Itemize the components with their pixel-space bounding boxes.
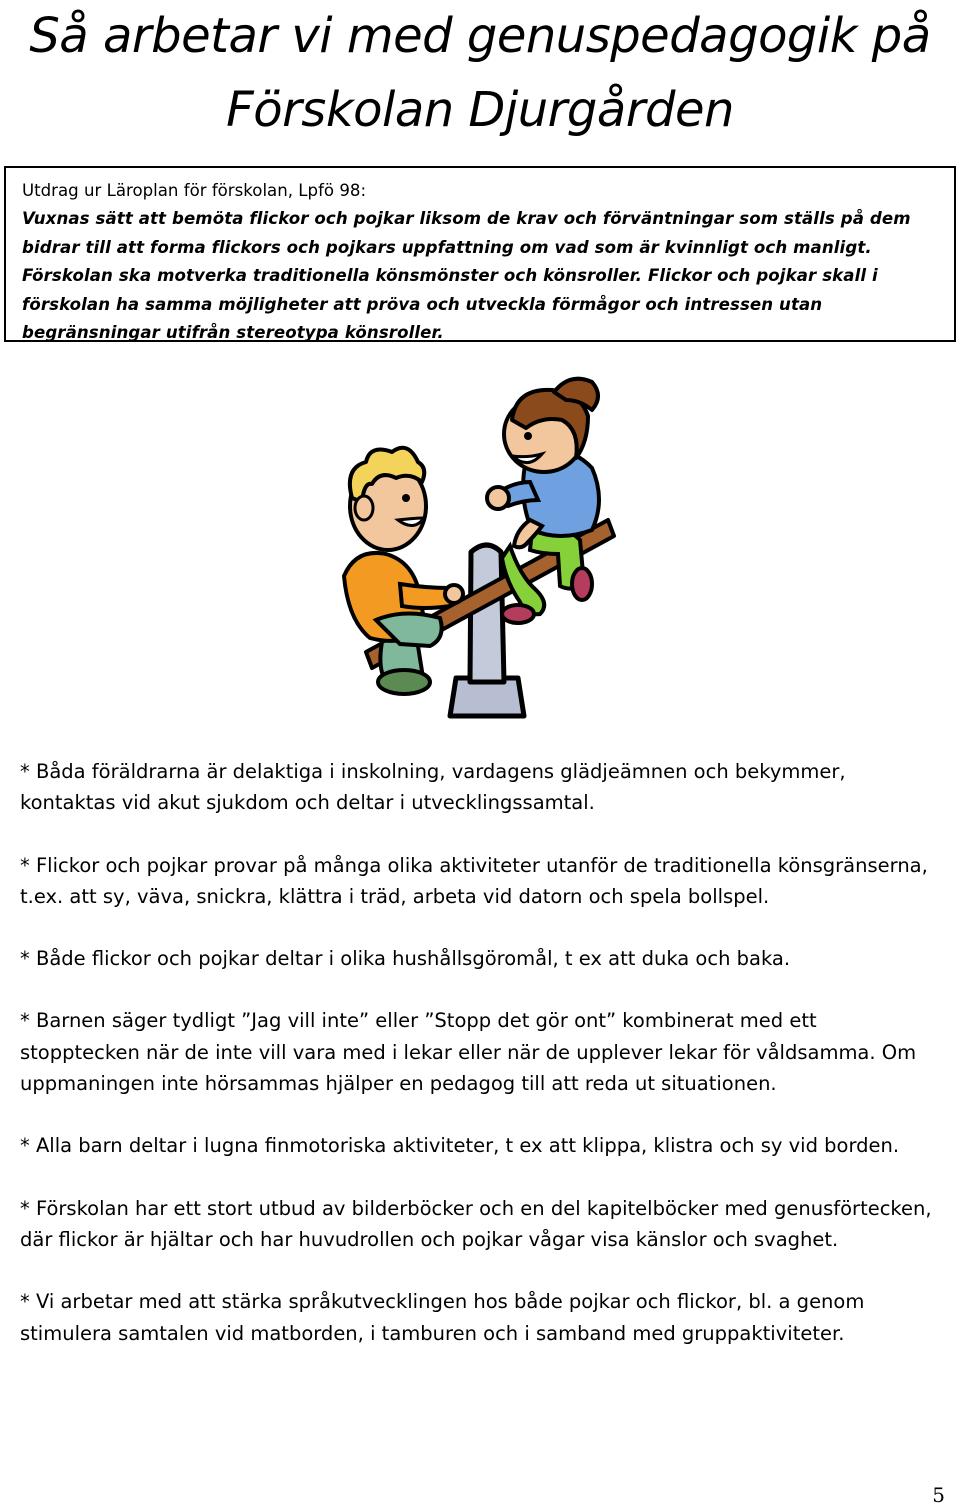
list-item: * Barnen säger tydligt ”Jag vill inte” eller ”Stopp det gör ont” kombinerat med ett stopptecken när de inte vill vara med i lekar eller när de upplever lekar för våldsamma. Om uppmaningen inte hörsammas hjälper en pedagog till att reda ut situationen.: [20, 1009, 917, 1096]
children-on-seesaw-illustration: [330, 370, 620, 730]
list-item: * Båda föräldrarna är delaktiga i inskolning, vardagens glädjeämnen och bekymmer, kontaktas vid akut sjukdom och deltar i utvecklingssamtal.: [20, 760, 846, 815]
page-title: [0, 0, 960, 146]
list-item: * Vi arbetar med att stärka språkutvecklingen hos både pojkar och flickor, bl. a genom stimulera samtalen vid matborden, i tamburen och i samband med gruppaktiviteter.: [20, 1290, 865, 1345]
page-title-line-2: Förskolan Djurgården: [226, 82, 734, 138]
list-item: * Förskolan har ett stort utbud av bilderböcker och en del kapitelböcker med genusförtecken, där flickor är hjältar och har huvudrollen och pojkar vågar visa känslor och svaghet.: [20, 1196, 932, 1251]
curriculum-quote-box: [4, 166, 956, 342]
page-number: 5: [932, 1483, 945, 1507]
practice-list: [20, 756, 935, 1380]
list-item: * Både flickor och pojkar deltar i olika hushållsgöromål, t ex att duka och baka.: [20, 947, 791, 971]
seesaw-drawing: [330, 370, 620, 730]
list-item: * Flickor och pojkar provar på många olika aktiviteter utanför de traditionella könsgränserna, t.ex. att sy, väva, snickra, klättra i träd, arbeta vid datorn och spela bollspel.: [20, 853, 928, 908]
quote-intro: Utdrag ur Läroplan för förskolan, Lpfö 98:: [22, 181, 367, 200]
page-title-line-1: Så arbetar vi med genuspedagogik på: [29, 8, 931, 64]
list-item: * Alla barn deltar i lugna finmotoriska aktiviteter, t ex att klippa, klistra och sy vid borden.: [20, 1134, 900, 1158]
quote-text: Vuxnas sätt att bemöta flickor och pojkar liksom de krav och förväntningar som ställs på dem bidrar till att forma flickors och pojkars uppfattning om vad som är kvinnligt och manligt. Förskolan ska motverka traditionella könsmönster och könsroller. Flickor och pojkar skall i förskolan ha samma möjligheter att pröva och utveckla förmågor och intressen utan begränsningar utifrån stereotypa könsroller.: [22, 209, 911, 343]
boy-figure: [344, 448, 463, 694]
